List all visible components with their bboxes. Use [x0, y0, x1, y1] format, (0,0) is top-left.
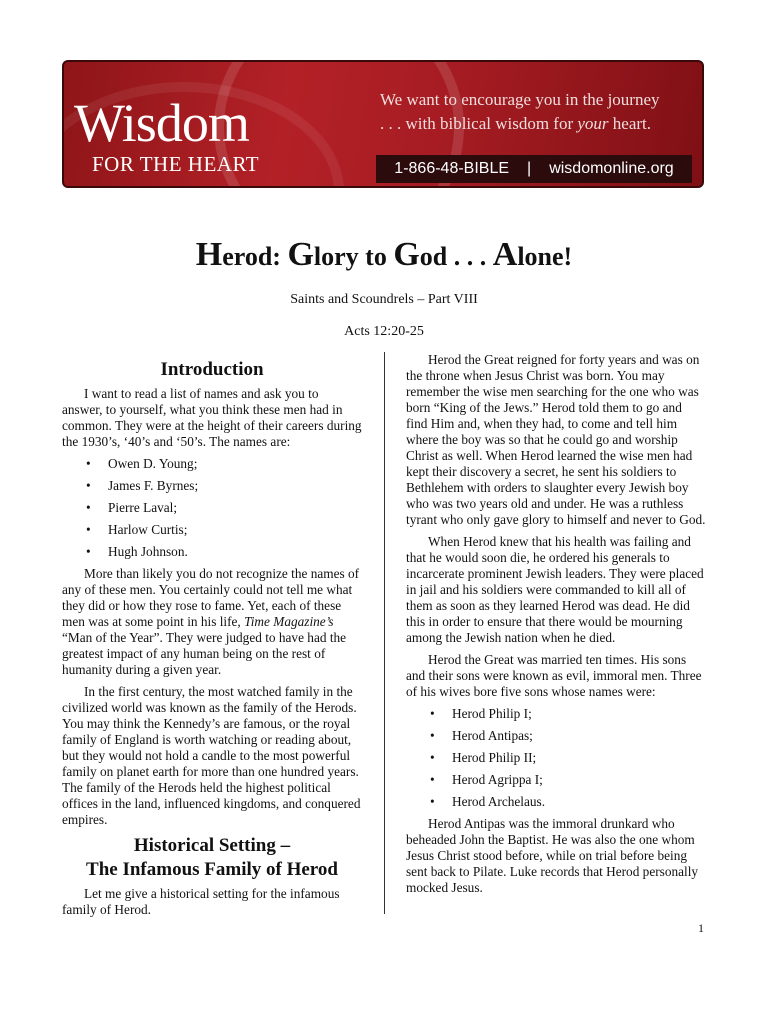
logo-wordmark: Wisdom	[74, 93, 249, 153]
right-column	[406, 352, 706, 902]
paragraph: More than likely you do not recognize the names of any of these men. You certainly could not tell me what they did or how they rose to fame. Yet, each of these men was at some point in his life, Time Magazine’s “Man of the Year”. They were judged to have had the greatest impact of any human being on the rest of humanity during a given year.	[62, 566, 360, 677]
column-divider	[384, 352, 385, 914]
contact-separator: |	[527, 160, 532, 177]
paragraph: In the first century, the most watched family in the civilized world was known as the family of the Herods. You may think the Kennedy’s are famous, or the royal family of England is worth watching or reading about, but they would not hold a candle to the most powerful family on planet earth for more than one hundred years. The family of the Herods held the highest political offices in the land, influenced kingdoms, and conquered empires.	[62, 684, 361, 827]
tagline-line-2: . . . with biblical wisdom for your heart.	[380, 114, 652, 133]
header-banner	[62, 60, 704, 188]
paragraph: Let me give a historical setting for the infamous family of Herod.	[62, 886, 340, 917]
paragraph: Herod Antipas was the immoral drunkard who beheaded John the Baptist. He was also the one whom Jesus Christ stood before, while on trial before being sent back to Pilate. Luke records that Herod personally mocked Jesus.	[406, 816, 699, 895]
paragraph: When Herod knew that his health was failing and that he would soon die, he ordered his generals to incarcerate prominent Jewish leaders. They were placed in jail and his soldiers were commanded to kill all of them as soon as they learned Herod was dead. He did this in order to ensure that there would be mourning among the Jewish nation when he died.	[406, 534, 704, 645]
list-item: • Herod Philip I;	[452, 706, 706, 722]
sons-list	[406, 706, 706, 810]
list-item: • Owen D. Young;	[108, 456, 362, 472]
list-item: • James F. Byrnes;	[108, 478, 362, 494]
introduction-heading: Introduction	[160, 359, 264, 380]
list-item: • Harlow Curtis;	[108, 522, 362, 538]
list-item: • Herod Antipas;	[452, 728, 706, 744]
paragraph: Herod the Great was married ten times. His sons and their sons were known as evil, immoral men. Three of his wives bore five sons whose names were:	[406, 652, 702, 699]
logo-subtitle: FOR THE HEART	[92, 152, 260, 176]
scripture-reference: Acts 12:20-25	[344, 324, 424, 339]
historical-setting-heading: Historical Setting – The Infamous Family of Herod	[86, 835, 338, 880]
list-item: • Hugh Johnson.	[108, 544, 362, 560]
list-item: • Herod Archelaus.	[452, 794, 706, 810]
tagline-line-1: We want to encourage you in the journey	[380, 90, 660, 109]
banner-tagline	[380, 88, 660, 136]
paragraph: I want to read a list of names and ask you to answer, to yourself, what you think these men had in common. They were at the height of their careers during the 1930’s, ‘40’s and ‘50’s. The names are:	[62, 386, 362, 449]
paragraph: Herod the Great reigned for forty years and was on the throne when Jesus Christ was born. You may remember the wise men searching for the one who was born “King of the Jews.” Herod told them to go and find Him and, when they had, to come and tell him where the boy was so that he could go and worship Christ as well. When Herod learned the wise men had kept their discovery a secret, he sent his soldiers to Bethlehem with orders to slaughter every Jewish boy who was two years old and under. He was a ruthless tyrant who only gave glory to himself and never to God.	[406, 352, 706, 527]
phone-number: 1-866-48-BIBLE	[394, 160, 510, 177]
website-link[interactable]: wisdomonline.org	[549, 160, 674, 177]
left-column	[62, 352, 362, 924]
series-subtitle: Saints and Scoundrels – Part VIII	[290, 292, 478, 307]
list-item: • Herod Agrippa I;	[452, 772, 706, 788]
names-list	[62, 456, 362, 560]
list-item: • Pierre Laval;	[108, 500, 362, 516]
contact-bar	[376, 155, 692, 183]
page-number: 1	[698, 921, 704, 935]
sermon-title: Herod: Glory to God . . . Alone!	[195, 236, 573, 273]
list-item: • Herod Philip II;	[452, 750, 706, 766]
